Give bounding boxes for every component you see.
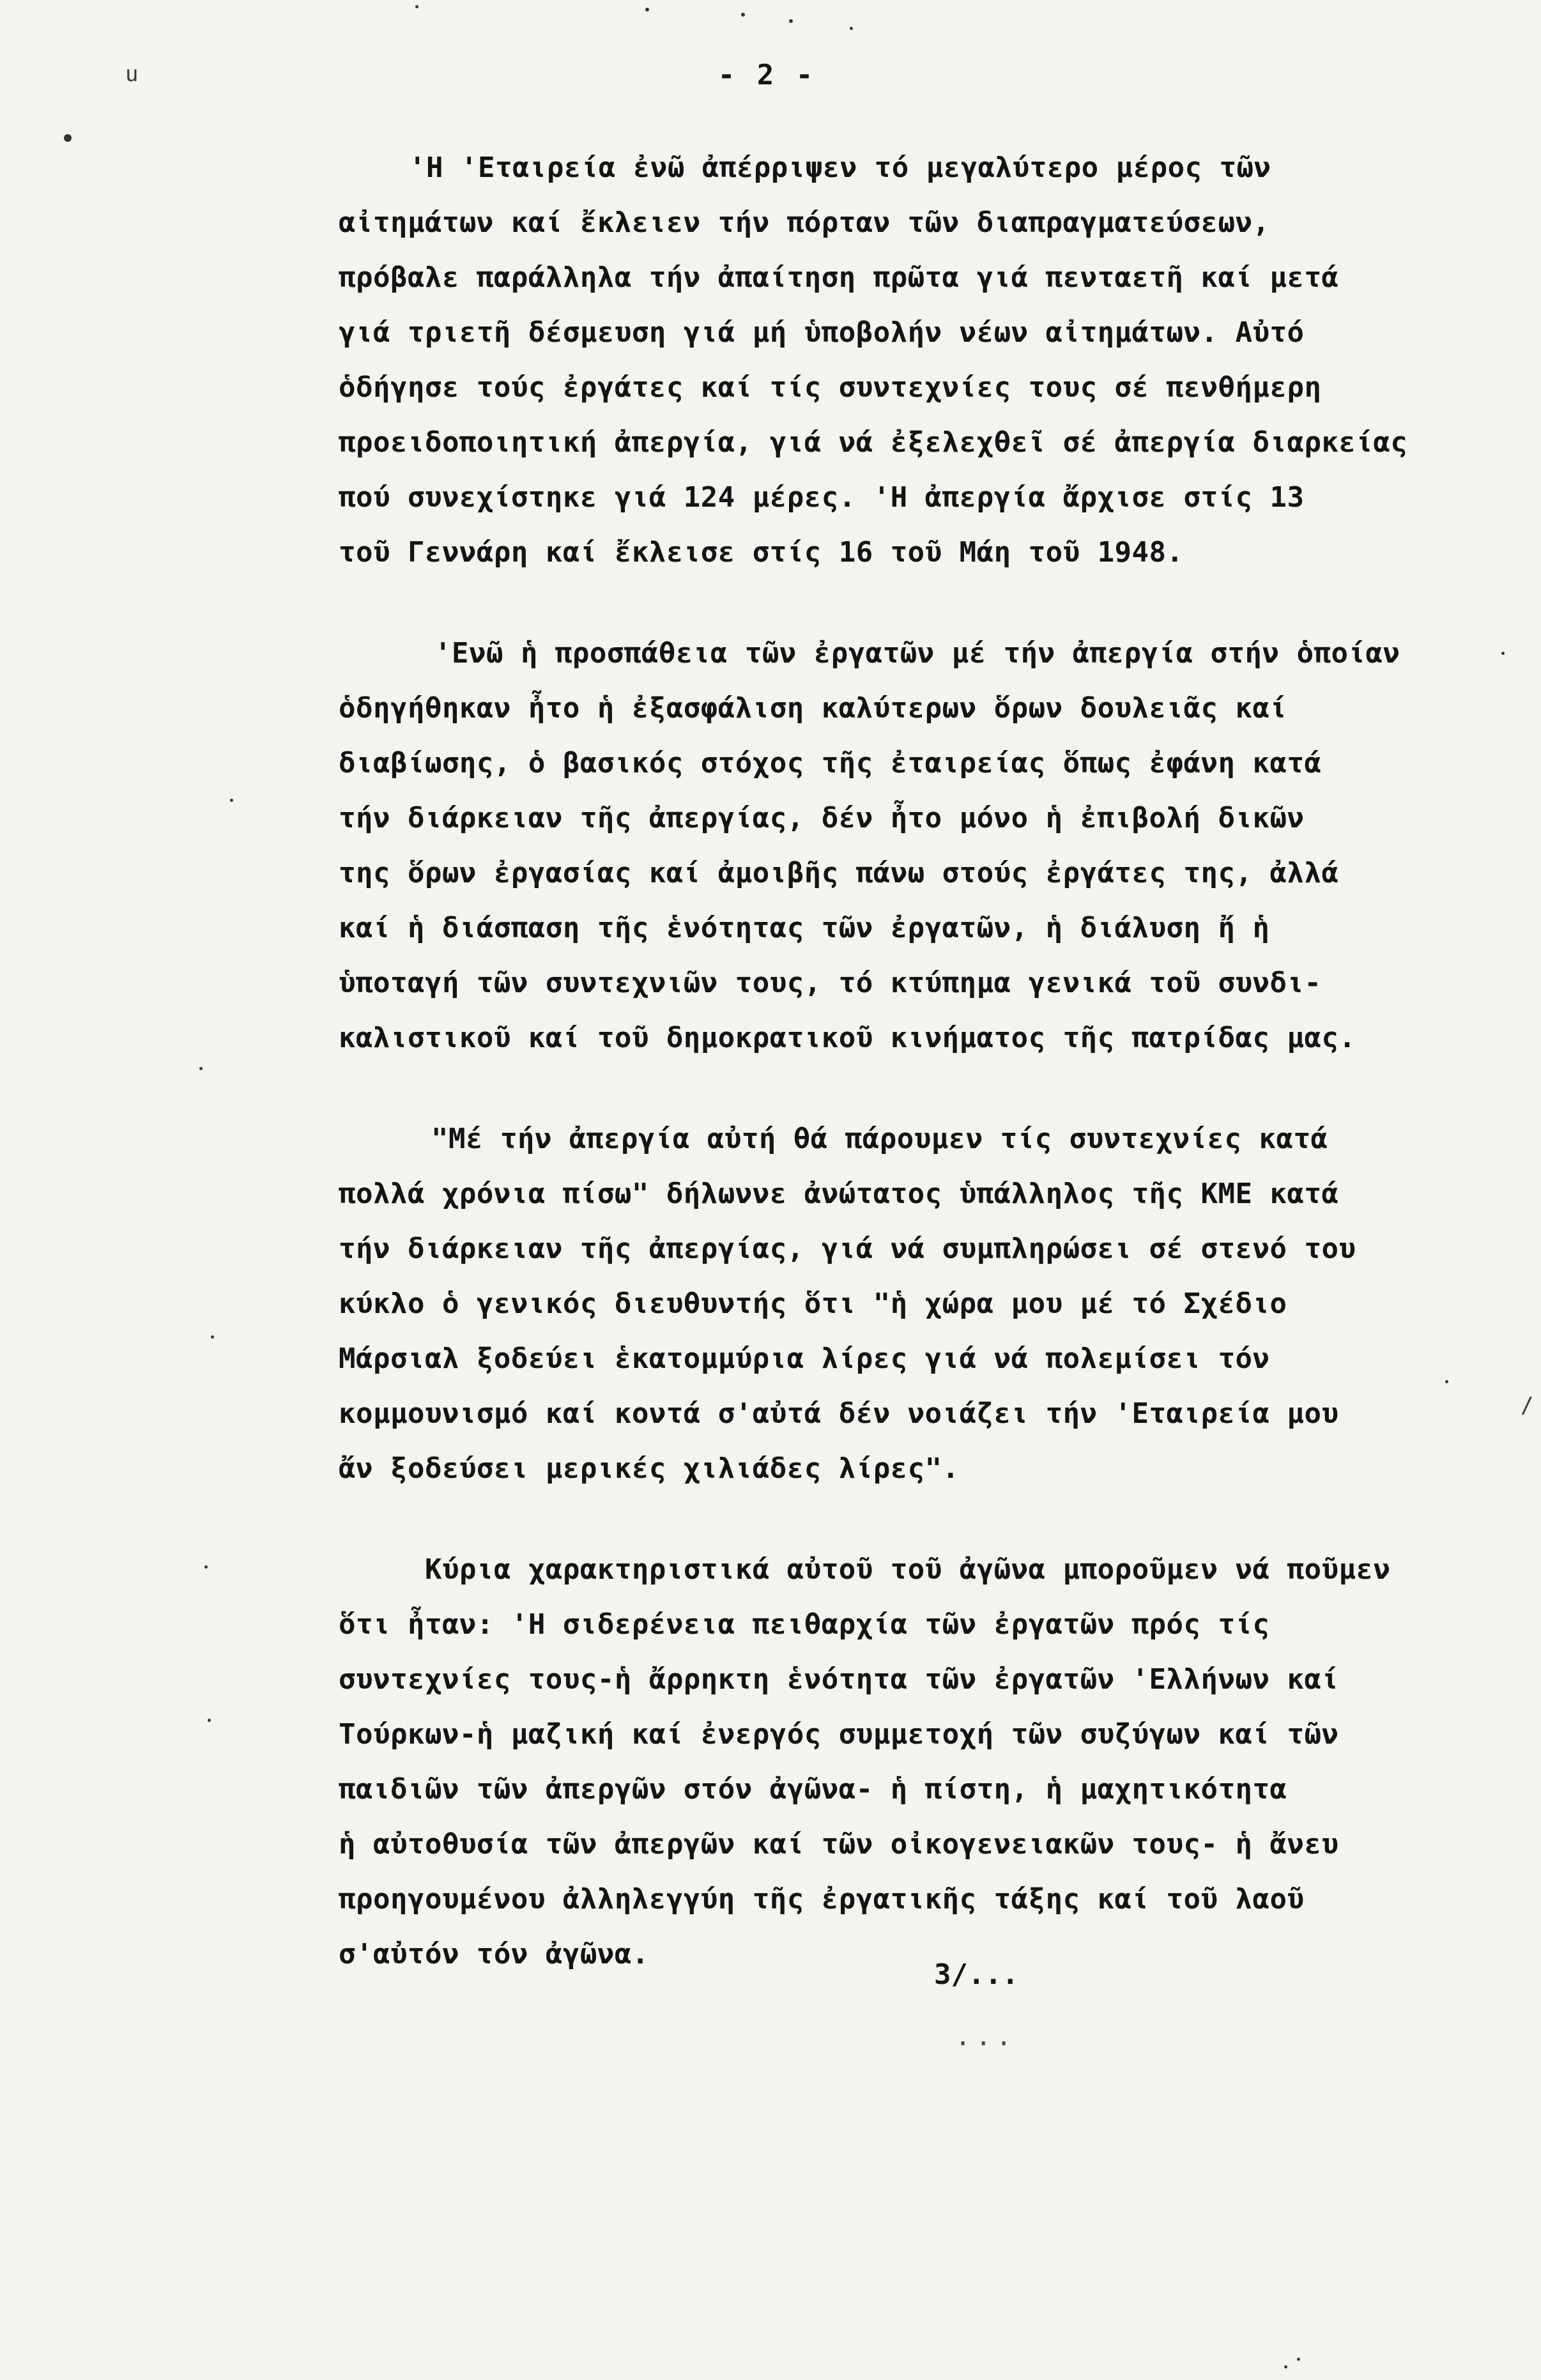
scan-speck [64,134,72,142]
scan-speck [1297,2358,1300,2361]
scan-speck [211,1335,214,1339]
scan-speck [645,8,649,12]
scan-speck [1445,1380,1448,1383]
paragraph-line: διαβίωσης, ὁ βασικός στόχος τῆς ἐταιρείας ὅπως ἐφάνη κατά [339,747,1322,779]
paragraph-line: 'Η 'Εταιρεία ἐνῶ ἀπέρριψεν τό μεγαλύτερο μέρος τῶν [409,151,1271,184]
scan-speck [1284,2365,1287,2368]
paragraph-line: ὁδήγησε τούς ἐργάτες καί τίς συντεχνίες τους σέ πενθήμερη [339,371,1322,404]
paragraph-line: τήν διάρκειαν τῆς ἀπεργίας, δέν ἦτο μόνο ἡ ἐπιβολή δικῶν [339,802,1305,834]
paragraph-line: "Μέ τήν ἀπεργία αὐτή θά πάρουμεν τίς συντεχνίες κατά [431,1123,1328,1155]
paragraph-line: ὑποταγή τῶν συντεχνιῶν τους, τό κτύπημα γενικά τοῦ συνδι- [339,967,1322,999]
paragraph-line: κομμουνισμό καί κοντά σ'αὐτά δέν νοιάζει τήν 'Εταιρεία μου [339,1397,1339,1430]
paragraph-line: καί ἡ διάσπαση τῆς ἑνότητας τῶν ἐργατῶν, ἡ διάλυση ἤ ἡ [339,912,1270,944]
paragraph-line: ὁδηγήθηκαν ἦτο ἡ ἐξασφάλιση καλύτερων ὅρων δουλειᾶς καί [339,692,1287,725]
paragraph-3 [339,1112,1527,1496]
scan-speck [415,5,418,8]
paragraph-line: παιδιῶν τῶν ἀπεργῶν στόν ἀγῶνα- ἡ πίστη, ἡ μαχητικότητα [339,1773,1287,1806]
paragraph-line: ἡ αὐτοθυσία τῶν ἀπεργῶν καί τῶν οἰκογενειακῶν τους- ἡ ἄνευ [339,1828,1339,1861]
trailing-dots: ... [955,2022,1017,2052]
scan-speck [741,13,745,17]
scan-speck [1501,652,1505,655]
paragraph-1 [339,141,1527,580]
scan-speck [850,27,853,30]
scan-speck [789,19,793,23]
paragraph-line: Μάρσιαλ ξοδεύει ἑκατομμύρια λίρες γιά νά πολεμίσει τόν [339,1342,1270,1375]
page-number: - 2 - [717,59,816,91]
paragraph-line: Τούρκων-ἡ μαζική καί ἐνεργός συμμετοχή τῶν συζύγων καί τῶν [339,1718,1339,1751]
scan-speck [208,1719,211,1722]
paragraph-line: ἄν ξοδεύσει μερικές χιλιάδες λίρες". [339,1452,960,1485]
document-body [339,141,1527,1982]
paragraph-line: τοῦ Γεννάρη καί ἔκλεισε στίς 16 τοῦ Μάη τοῦ 1948. [339,536,1184,569]
paragraph-line: γιά τριετῆ δέσμευση γιά μή ὑποβολήν νέων αἰτημάτων. Αὐτό [339,316,1305,349]
scan-speck [199,1067,203,1070]
scan-mark: / [1521,1393,1534,1418]
paragraph-line: κύκλο ὁ γενικός διευθυντής ὅτι "ἡ χώρα μου μέ τό Σχέδιο [339,1287,1287,1320]
scan-speck [230,799,233,802]
paragraph-line: πού συνεχίστηκε γιά 124 μέρες. 'Η ἀπεργία ἄρχισε στίς 13 [339,481,1305,514]
scan-mark: u [125,61,139,87]
scan-speck [204,1565,208,1569]
paragraph-line: της ὅρων ἐργασίας καί ἀμοιβῆς πάνω στούς ἐργάτες της, ἀλλά [339,857,1339,889]
paragraph-line: προηγουμένου ἀλληλεγγύη τῆς ἐργατικῆς τάξης καί τοῦ λαοῦ [339,1883,1305,1916]
paragraph-line: καλιστικοῦ καί τοῦ δημοκρατικοῦ κινήματος τῆς πατρίδας μας. [339,1022,1356,1054]
paragraph-line: τήν διάρκειαν τῆς ἀπεργίας, γιά νά συμπληρώσει σέ στενό του [339,1232,1356,1265]
paragraph-line: συντεχνίες τους-ἡ ἄρρηκτη ἑνότητα τῶν ἐργατῶν 'Ελλήνων καί [339,1663,1339,1696]
paragraph-2 [339,626,1527,1066]
paragraph-line: προειδοποιητική ἀπεργία, γιά νά ἐξελεχθεῖ σέ ἀπεργία διαρκείας [339,426,1408,459]
paragraph-line: σ'αὐτόν τόν ἀγῶνα. [339,1938,649,1970]
paragraph-line: 'Ενῶ ἡ προσπάθεια τῶν ἐργατῶν μέ τήν ἀπεργία στήν ὁποίαν [434,637,1400,670]
continuation-marker: 3/... [934,1958,1019,1991]
paragraph-line: αἰτημάτων καί ἔκλειεν τήν πόρταν τῶν διαπραγματεύσεων, [339,206,1270,239]
paragraph-4 [339,1542,1527,1982]
paragraph-line: πρόβαλε παράλληλα τήν ἀπαίτηση πρῶτα γιά πενταετῆ καί μετά [339,261,1339,294]
paragraph-line: ὅτι ἦταν: 'Η σιδερένεια πειθαρχία τῶν ἐργατῶν πρός τίς [339,1608,1270,1641]
paragraph-line: Κύρια χαρακτηριστικά αὐτοῦ τοῦ ἀγῶνα μποροῦμεν νά ποῦμεν [425,1553,1391,1586]
paragraph-line: πολλά χρόνια πίσω" δήλωννε ἀνώτατος ὑπάλληλος τῆς ΚΜΕ κατά [339,1178,1339,1210]
